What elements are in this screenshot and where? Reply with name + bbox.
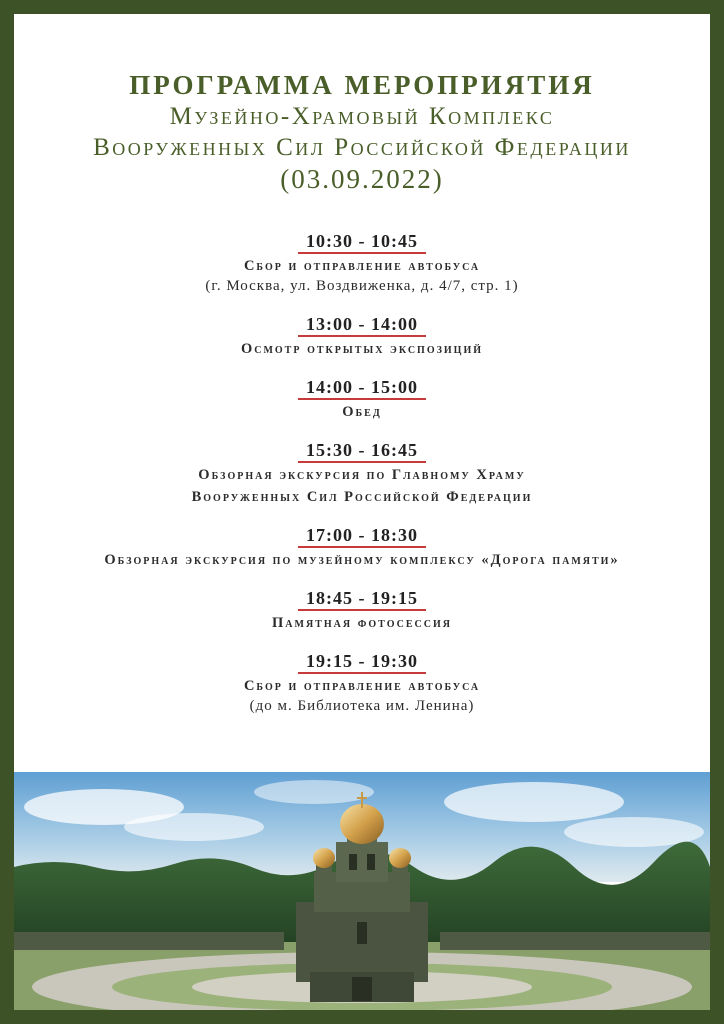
schedule-time: 14:00 - 15:00 — [298, 377, 426, 400]
schedule-description-line-2: Вооруженных Сил Российской Федерации — [191, 489, 533, 505]
schedule-item — [14, 231, 710, 296]
schedule-item — [14, 651, 710, 716]
schedule-description: Обзорная экскурсия по музейному комплексу «Дорога памяти» — [104, 552, 620, 568]
subtitle-line-2: Вооруженных Сил Российской Федерации — [93, 134, 631, 161]
schedule-description: Обзорная экскурсия по Главному Храму — [198, 467, 526, 483]
schedule-item — [14, 377, 710, 422]
schedule-time: 17:00 - 18:30 — [298, 525, 426, 548]
schedule-item — [14, 440, 710, 507]
schedule-time: 13:00 - 14:00 — [298, 314, 426, 337]
schedule-time: 19:15 - 19:30 — [298, 651, 426, 674]
schedule-description: Осмотр открытых экспозиций — [240, 341, 484, 357]
page-title: ПРОГРАММА МЕРОПРИЯТИЯ — [129, 70, 595, 100]
schedule-time: 15:30 - 16:45 — [298, 440, 426, 463]
schedule-item — [14, 525, 710, 570]
event-date: (03.09.2022) — [280, 164, 444, 194]
schedule-item — [14, 314, 710, 359]
program-sheet — [14, 14, 710, 1010]
schedule-note: (г. Москва, ул. Воздвиженка, д. 4/7, стр. 1) — [205, 278, 519, 294]
cathedral-landscape-image — [14, 772, 710, 1010]
schedule-description: Обед — [342, 404, 382, 420]
schedule-description: Сбор и отправление автобуса — [243, 258, 481, 274]
schedule-list — [14, 231, 710, 734]
schedule-time: 10:30 - 10:45 — [298, 231, 426, 254]
schedule-description: Памятная фотосессия — [272, 615, 452, 631]
subtitle-line-1: Музейно-Храмовый Комплекс — [169, 103, 555, 130]
schedule-note: (до м. Библиотека им. Ленина) — [249, 698, 475, 714]
program-header — [14, 69, 710, 195]
schedule-time: 18:45 - 19:15 — [298, 588, 426, 611]
schedule-description: Сбор и отправление автобуса — [243, 678, 481, 694]
schedule-item — [14, 588, 710, 633]
